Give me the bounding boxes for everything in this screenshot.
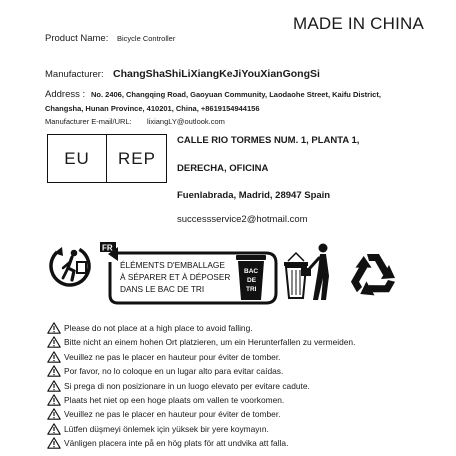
warning-text: Veuillez ne pas le placer en hauteur pour éviter de tomber. xyxy=(64,351,281,362)
warning-icon xyxy=(47,408,61,420)
tri-text-line-3: DANS LE BAC DE TRI xyxy=(120,284,205,294)
recycling-icons xyxy=(48,240,408,306)
rep-address-line-2: DERECHA, OFICINA xyxy=(177,163,269,174)
triman-icon xyxy=(48,240,96,292)
warning-text: Lütfen düşmeyi önlemek için yüksek bir yere koymayın. xyxy=(64,423,269,434)
tri-text-line-1: ÉLÉMENTS D'EMBALLAGE xyxy=(120,260,225,270)
address-line-2: Changsha, Hunan Province, 410201, China, +8619154944156 xyxy=(45,104,260,113)
manufacturer-email-value: lixiangLY@outlook.com xyxy=(147,117,225,126)
address-line-1: No. 2406, Changqing Road, Gaoyuan Community, Laodaohe Street, Kaifu District, xyxy=(91,90,381,99)
eu-rep-symbol xyxy=(47,134,167,183)
bin-label-1: BAC xyxy=(244,268,259,275)
warning-icon xyxy=(47,380,61,392)
manufacturer-value: ChangShaShiLiXiangKeJiYouXianGongSi xyxy=(113,68,320,80)
warning-icon xyxy=(47,423,61,435)
bin-label-3: TRI xyxy=(246,286,257,293)
warning-icon xyxy=(47,336,61,348)
warning-text: Veuillez ne pas le placer en hauteur pour éviter de tomber. xyxy=(64,409,281,420)
made-in-label: MADE IN CHINA xyxy=(293,14,425,33)
warning-icon xyxy=(47,394,61,406)
sorting-bin-icon xyxy=(236,255,266,300)
warning-icon xyxy=(47,437,61,449)
warning-icon xyxy=(47,322,61,334)
rep-email: successservice2@hotmail.com xyxy=(177,214,308,225)
rep-address-line-1: CALLE RIO TORMES NUM. 1, PLANTA 1, xyxy=(177,135,360,146)
warning-text: Plaats het niet op een hoge plaats om vallen te voorkomen. xyxy=(64,395,285,405)
warning-text: Bitte nicht an einem hohen Ort platzieren, um ein Herunterfallen zu vermeiden. xyxy=(64,337,356,348)
info-tri-label xyxy=(100,242,276,303)
manufacturer-email-label: Manufacturer E-mail/URL: xyxy=(45,117,132,126)
address-label: Address : xyxy=(45,89,86,100)
manufacturer-label: Manufacturer: xyxy=(45,69,104,80)
warning-text: Please do not place at a high place to avoid falling. xyxy=(64,323,253,333)
recycle-icon xyxy=(343,254,395,306)
eu-label: EU xyxy=(64,148,90,168)
warning-icon xyxy=(47,351,61,363)
warning-text: Por favor, no lo coloque en un lugar alto para evitar caídas. xyxy=(64,366,284,377)
warning-text: Si prega di non posizionare in un luogo elevato per evitare cadute. xyxy=(64,380,310,391)
rep-address-line-3: Fuenlabrada, Madrid, 28947 Spain xyxy=(177,190,331,201)
country-code: FR xyxy=(102,243,113,253)
warning-text: Vänligen placera inte på en hög plats för att undvika att falla. xyxy=(64,438,289,449)
rep-label: REP xyxy=(106,135,167,182)
bin-label-2: DE xyxy=(247,277,257,284)
tri-text-line-2: À SÉPARER ET À DÉPOSER xyxy=(120,272,231,282)
tidyman-icon xyxy=(301,244,329,301)
warning-icon xyxy=(47,365,61,377)
product-name-label: Product Name: xyxy=(45,33,109,44)
product-name-value: Bicycle Controller xyxy=(117,34,176,43)
